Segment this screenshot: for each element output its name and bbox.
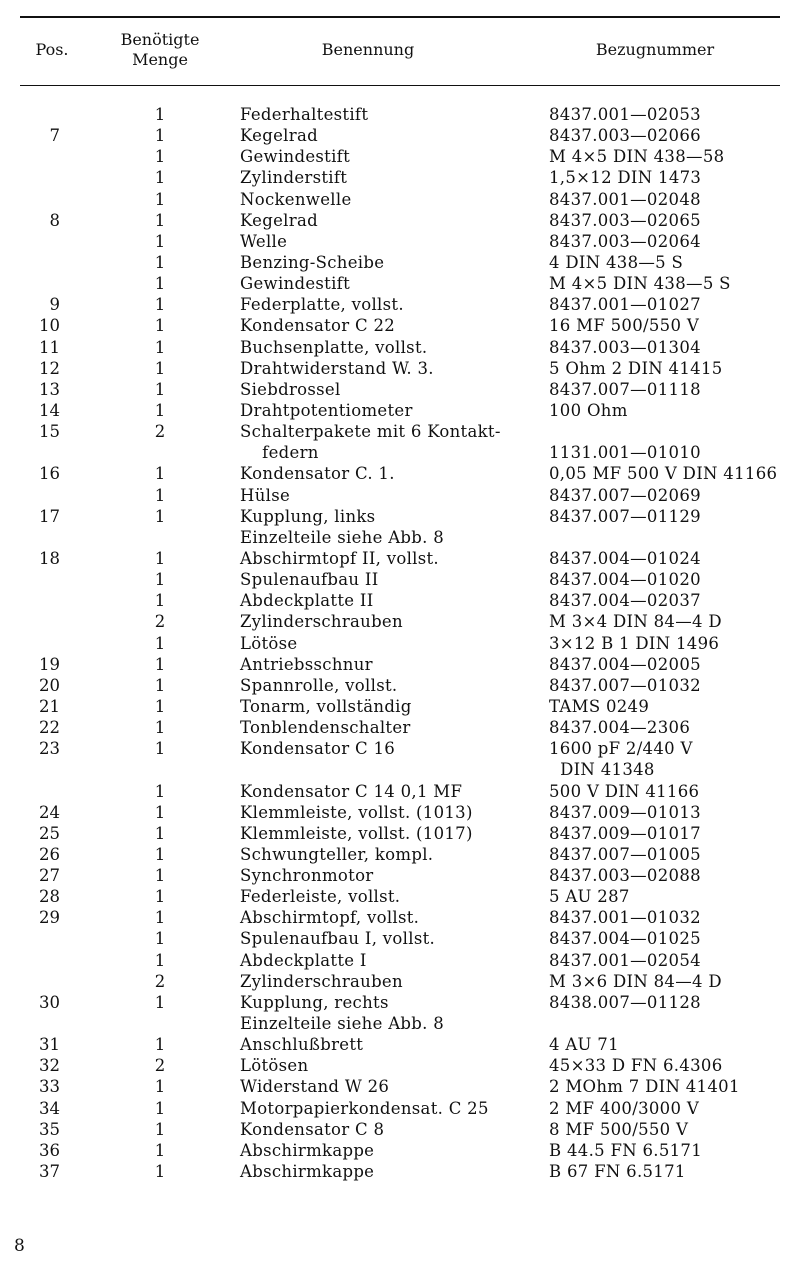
row-name: Widerstand W 26 xyxy=(240,1077,390,1097)
row-name: Lötösen xyxy=(240,1056,309,1076)
table-row xyxy=(0,950,800,971)
row-menge: 1 xyxy=(154,633,166,653)
row-name: Abschirmkappe xyxy=(240,1162,375,1182)
table-row xyxy=(0,421,800,442)
row-menge: 1 xyxy=(154,105,166,124)
row-name: Kegelrad xyxy=(240,210,318,230)
table-row xyxy=(0,273,800,294)
table-row xyxy=(0,358,800,379)
row-menge: 1 xyxy=(154,570,166,590)
row-menge: 1 xyxy=(154,147,166,167)
table-row xyxy=(0,315,800,336)
row-menge: 1 xyxy=(154,548,166,568)
table-row xyxy=(0,802,800,823)
row-pos: 13 xyxy=(39,379,60,399)
parts-table xyxy=(0,104,800,1182)
table-row xyxy=(0,1034,800,1055)
row-name: Kondensator C. 1. xyxy=(240,464,395,484)
row-ref: 4 AU 71 xyxy=(549,1035,619,1055)
row-ref: 8437.009—01013 xyxy=(549,802,701,822)
row-menge: 1 xyxy=(154,1098,166,1118)
table-row xyxy=(0,886,800,907)
row-menge: 1 xyxy=(154,485,166,505)
table-row xyxy=(0,1013,800,1034)
row-ref: 2 MF 400/3000 V xyxy=(549,1098,700,1118)
row-name: Abschirmtopf, vollst. xyxy=(240,908,420,928)
row-ref: DIN 41348 xyxy=(549,760,655,780)
table-row xyxy=(0,527,800,548)
table-row xyxy=(0,675,800,696)
table-row xyxy=(0,146,800,167)
table-row xyxy=(0,633,800,654)
row-menge: 1 xyxy=(154,274,166,294)
row-name: Zylinderschrauben xyxy=(240,971,403,991)
row-name: Kondensator C 22 xyxy=(240,316,396,336)
table-row xyxy=(0,1098,800,1119)
table-row xyxy=(0,1119,800,1140)
row-pos: 29 xyxy=(39,908,60,928)
row-menge: 1 xyxy=(154,950,166,970)
row-pos: 20 xyxy=(39,675,60,695)
row-ref: 45×33 D FN 6.4306 xyxy=(549,1056,723,1076)
row-ref: B 44.5 FN 6.5171 xyxy=(549,1140,703,1160)
row-name: Klemmleiste, vollst. (1013) xyxy=(240,802,473,822)
row-pos: 8 xyxy=(49,210,60,230)
row-ref: TAMS 0249 xyxy=(549,696,650,716)
row-ref: 8438.007—01128 xyxy=(549,992,701,1012)
row-pos: 12 xyxy=(39,358,60,378)
row-pos: 17 xyxy=(39,506,60,526)
table-row xyxy=(0,992,800,1013)
row-pos: 11 xyxy=(39,337,60,357)
row-menge: 1 xyxy=(154,675,166,695)
row-name: Gewindestift xyxy=(240,147,351,167)
table-row xyxy=(0,1140,800,1161)
row-pos: 23 xyxy=(39,739,60,759)
row-ref: M 3×4 DIN 84—4 D xyxy=(549,612,722,632)
row-menge: 1 xyxy=(154,591,166,611)
row-pos: 30 xyxy=(39,992,60,1012)
table-row xyxy=(0,294,800,315)
row-name: Abschirmkappe xyxy=(240,1140,375,1160)
row-pos: 35 xyxy=(39,1119,60,1139)
row-name: Spannrolle, vollst. xyxy=(240,675,398,695)
header-menge-line2: Menge xyxy=(132,50,188,69)
row-menge: 1 xyxy=(154,189,166,209)
row-ref: 4 DIN 438—5 S xyxy=(549,252,684,272)
row-name: Drahtpotentiometer xyxy=(240,400,413,420)
row-name: Abschirmtopf II, vollst. xyxy=(240,548,439,568)
row-pos: 15 xyxy=(39,422,60,442)
header-bezugnummer: Bezugnummer xyxy=(595,40,715,59)
row-name: Zylinderschrauben xyxy=(240,612,403,632)
row-menge: 1 xyxy=(154,802,166,822)
row-pos: 37 xyxy=(39,1162,60,1182)
row-ref: M 3×6 DIN 84—4 D xyxy=(549,971,722,991)
row-name: Motorpapierkondensat. C 25 xyxy=(240,1098,489,1118)
row-ref: 8437.001—02053 xyxy=(549,105,701,124)
row-name: Tonarm, vollständig xyxy=(240,696,412,716)
row-name: Lötöse xyxy=(240,633,298,653)
table-row xyxy=(0,759,800,780)
table-row xyxy=(0,210,800,231)
row-menge: 2 xyxy=(154,612,166,632)
row-menge: 2 xyxy=(154,971,166,991)
header-pos: Pos. xyxy=(35,40,69,59)
row-name: Anschlußbrett xyxy=(240,1035,364,1055)
row-menge: 1 xyxy=(154,654,166,674)
row-ref: M 4×5 DIN 438—5 S xyxy=(549,274,731,294)
row-menge: 1 xyxy=(154,718,166,738)
row-name: Kegelrad xyxy=(240,126,318,146)
row-menge: 1 xyxy=(154,295,166,315)
row-pos: 36 xyxy=(39,1140,60,1160)
table-row xyxy=(0,252,800,273)
row-ref: 8437.007—01032 xyxy=(549,675,701,695)
table-row xyxy=(0,167,800,188)
table-row xyxy=(0,907,800,928)
row-menge: 2 xyxy=(154,422,166,442)
row-ref: 8437.001—02048 xyxy=(549,189,701,209)
row-menge: 1 xyxy=(154,908,166,928)
table-row xyxy=(0,865,800,886)
row-ref: 8437.004—01020 xyxy=(549,570,701,590)
row-ref: 1600 pF 2/440 V xyxy=(549,739,693,759)
row-pos: 24 xyxy=(39,802,60,822)
row-name: Klemmleiste, vollst. (1017) xyxy=(240,823,473,843)
row-pos: 31 xyxy=(39,1035,60,1055)
table-row xyxy=(0,654,800,675)
row-ref: 8437.003—02065 xyxy=(549,210,701,230)
row-menge: 1 xyxy=(154,168,166,188)
row-pos: 22 xyxy=(39,718,60,738)
row-pos: 14 xyxy=(39,400,60,420)
row-ref: 8437.007—01118 xyxy=(549,379,701,399)
table-row xyxy=(0,823,800,844)
row-ref: 8437.001—02054 xyxy=(549,950,701,970)
row-pos: 19 xyxy=(39,654,60,674)
row-ref: 8437.007—01129 xyxy=(549,506,701,526)
header-rule xyxy=(20,85,780,86)
row-menge: 1 xyxy=(154,1119,166,1139)
row-name: Hülse xyxy=(240,485,291,505)
row-name: Kupplung, links xyxy=(240,506,376,526)
row-menge: 1 xyxy=(154,781,166,801)
row-menge: 1 xyxy=(154,400,166,420)
row-ref: 8437.003—02066 xyxy=(549,126,701,146)
table-row xyxy=(0,1076,800,1097)
table-row xyxy=(0,506,800,527)
row-menge: 1 xyxy=(154,337,166,357)
row-menge: 1 xyxy=(154,231,166,251)
row-ref: 1,5×12 DIN 1473 xyxy=(549,168,702,188)
row-menge: 1 xyxy=(154,316,166,336)
table-row xyxy=(0,971,800,992)
row-pos: 33 xyxy=(39,1077,60,1097)
table-row xyxy=(0,1161,800,1182)
row-menge: 1 xyxy=(154,696,166,716)
row-ref: 8437.003—02064 xyxy=(549,231,701,251)
row-name: Gewindestift xyxy=(240,274,351,294)
row-name: Einzelteile siehe Abb. 8 xyxy=(240,1014,445,1034)
row-name: Spulenaufbau I, vollst. xyxy=(240,929,436,949)
row-ref: 3×12 B 1 DIN 1496 xyxy=(549,633,720,653)
row-pos: 25 xyxy=(39,823,60,843)
row-name: Synchronmotor xyxy=(240,866,374,886)
top-rule xyxy=(20,16,780,18)
row-pos: 32 xyxy=(39,1056,60,1076)
row-pos: 21 xyxy=(39,696,60,716)
table-row xyxy=(0,548,800,569)
row-menge: 1 xyxy=(154,844,166,864)
table-row xyxy=(0,189,800,210)
row-ref: 0,05 MF 500 V DIN 41166 xyxy=(549,464,778,484)
table-row xyxy=(0,844,800,865)
table-row xyxy=(0,590,800,611)
table-row xyxy=(0,442,800,463)
row-name: Kondensator C 8 xyxy=(240,1119,385,1139)
header-benennung: Benennung xyxy=(321,40,415,59)
row-name: Schalterpakete mit 6 Kontakt- xyxy=(240,422,501,442)
row-ref: 16 MF 500/550 V xyxy=(549,316,700,336)
row-ref: 8437.004—01024 xyxy=(549,548,701,568)
row-name: Federleiste, vollst. xyxy=(240,887,401,907)
row-menge: 1 xyxy=(154,1077,166,1097)
row-pos: 26 xyxy=(39,844,60,864)
row-menge: 1 xyxy=(154,992,166,1012)
row-ref: 8437.004—02005 xyxy=(549,654,701,674)
page-number: 8 xyxy=(14,1236,25,1256)
row-menge: 1 xyxy=(154,506,166,526)
row-menge: 1 xyxy=(154,126,166,146)
row-ref: 8437.009—01017 xyxy=(549,823,701,843)
row-menge: 1 xyxy=(154,866,166,886)
row-name: Antriebsschnur xyxy=(240,654,373,674)
row-name: Federplatte, vollst. xyxy=(240,295,404,315)
row-pos: 10 xyxy=(39,316,60,336)
row-name: Welle xyxy=(240,231,288,251)
row-menge: 1 xyxy=(154,464,166,484)
table-row xyxy=(0,485,800,506)
row-name: Siebdrossel xyxy=(240,379,341,399)
row-menge: 1 xyxy=(154,1035,166,1055)
row-ref: 8437.007—02069 xyxy=(549,485,701,505)
row-menge: 1 xyxy=(154,252,166,272)
row-menge: 1 xyxy=(154,823,166,843)
row-ref: 100 Ohm xyxy=(549,400,628,420)
row-name: Tonblendenschalter xyxy=(240,718,411,738)
row-menge: 1 xyxy=(154,929,166,949)
table-row xyxy=(0,400,800,421)
row-name: Kupplung, rechts xyxy=(240,992,389,1012)
row-menge: 1 xyxy=(154,1140,166,1160)
row-name: Abdeckplatte II xyxy=(240,591,374,611)
table-row xyxy=(0,611,800,632)
row-name: Spulenaufbau II xyxy=(240,570,379,590)
row-menge: 1 xyxy=(154,210,166,230)
row-name: Schwungteller, kompl. xyxy=(240,844,434,864)
row-menge: 1 xyxy=(154,1162,166,1182)
row-pos: 18 xyxy=(39,548,60,568)
row-name: Abdeckplatte I xyxy=(240,950,367,970)
row-pos: 27 xyxy=(39,866,60,886)
table-row xyxy=(0,337,800,358)
row-name: Zylinderstift xyxy=(240,168,348,188)
row-menge: 1 xyxy=(154,358,166,378)
row-menge: 1 xyxy=(154,887,166,907)
row-ref: 8437.007—01005 xyxy=(549,844,701,864)
row-ref: 5 Ohm 2 DIN 41415 xyxy=(549,358,723,378)
row-ref: 5 AU 287 xyxy=(549,887,630,907)
row-pos: 7 xyxy=(49,126,60,146)
row-menge: 1 xyxy=(154,739,166,759)
row-ref: 8437.004—2306 xyxy=(549,718,691,738)
row-ref: 8437.003—01304 xyxy=(549,337,701,357)
row-pos: 9 xyxy=(49,295,60,315)
row-name: Buchsenplatte, vollst. xyxy=(240,337,428,357)
row-name: federn xyxy=(240,443,319,463)
table-row xyxy=(0,696,800,717)
row-ref: M 4×5 DIN 438—58 xyxy=(549,147,725,167)
row-ref: 8437.004—01025 xyxy=(549,929,701,949)
table-row xyxy=(0,1055,800,1076)
row-ref: 1131.001—01010 xyxy=(549,443,701,463)
row-name: Benzing-Scheibe xyxy=(240,252,385,272)
table-row xyxy=(0,125,800,146)
row-pos: 16 xyxy=(39,464,60,484)
row-name: Einzelteile siehe Abb. 8 xyxy=(240,527,445,547)
table-row xyxy=(0,104,800,125)
row-ref: B 67 FN 6.5171 xyxy=(549,1162,686,1182)
row-menge: 1 xyxy=(154,379,166,399)
row-name: Kondensator C 14 0,1 MF xyxy=(240,781,463,801)
row-name: Drahtwiderstand W. 3. xyxy=(240,358,434,378)
table-row xyxy=(0,379,800,400)
header-menge-line1: Benötigte xyxy=(120,30,200,49)
table-row xyxy=(0,231,800,252)
table-row xyxy=(0,717,800,738)
row-name: Federhaltestift xyxy=(240,105,369,124)
row-ref: 8437.001—01032 xyxy=(549,908,701,928)
row-ref: 8 MF 500/550 V xyxy=(549,1119,689,1139)
row-name: Nockenwelle xyxy=(240,189,352,209)
row-ref: 8437.001—01027 xyxy=(549,295,701,315)
row-pos: 28 xyxy=(39,887,60,907)
table-row xyxy=(0,463,800,484)
header-menge xyxy=(110,30,210,70)
table-row xyxy=(0,928,800,949)
row-pos: 34 xyxy=(39,1098,60,1118)
row-menge: 2 xyxy=(154,1056,166,1076)
row-ref: 8437.004—02037 xyxy=(549,591,701,611)
row-name: Kondensator C 16 xyxy=(240,739,396,759)
table-row xyxy=(0,569,800,590)
row-ref: 500 V DIN 41166 xyxy=(549,781,700,801)
table-row xyxy=(0,738,800,759)
row-ref: 2 MOhm 7 DIN 41401 xyxy=(549,1077,740,1097)
table-row xyxy=(0,781,800,802)
row-ref: 8437.003—02088 xyxy=(549,866,701,886)
